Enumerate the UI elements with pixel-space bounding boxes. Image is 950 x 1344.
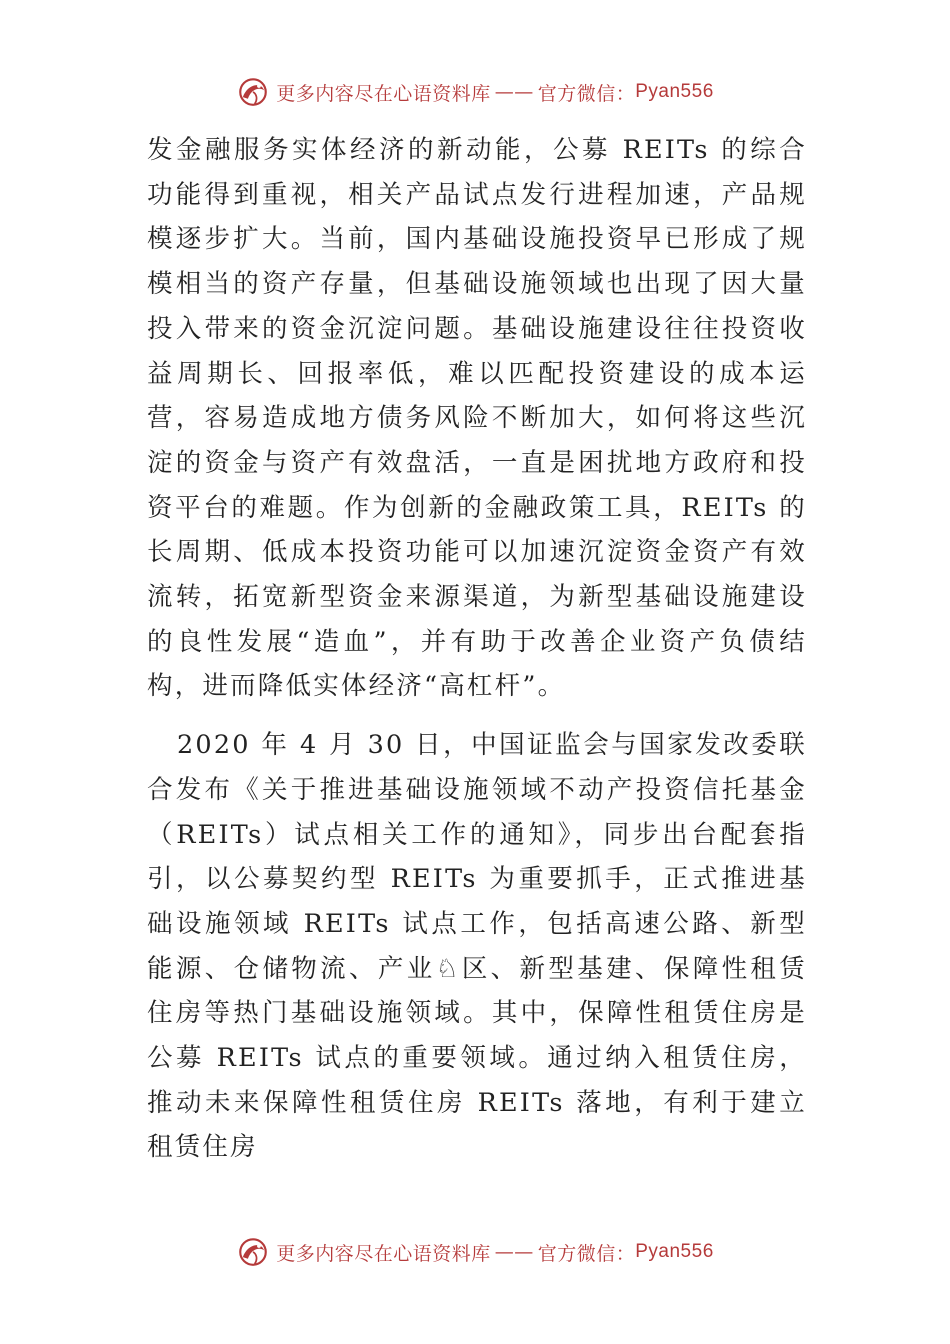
swirl-logo-icon — [236, 1235, 270, 1269]
paragraph-1: 发金融服务实体经济的新动能，公募 REITs 的综合功能得到重视，相关产品试点发行进程加速，产品规模逐步扩大。当前，国内基础设施投资早已形成了规模相当的资产存量，但基础设施领域也出现了因大量投入带来的资金沉淀问题。基础设施建设往往投资收益周期长、回报率低，难以匹配投资建设的成本运营，容易造成地方债务风险不断加大，如何将这些沉淀的资金与资产有效盘活，一直是困扰地方政府和投资平台的难题。作为创新的金融政策工具，REITs 的长周期、低成本投资功能可以加速沉淀资金资产有效流转，拓宽新型资金来源渠道，为新型基础设施建设的良性发展“造血”，并有助于改善企业资产负债结构，进而降低实体经济“高杠杆”。 — [147, 135, 807, 702]
footer-watermark — [0, 1232, 950, 1272]
swirl-logo-icon — [236, 75, 270, 109]
watermark-separator: —— — [494, 1241, 534, 1263]
watermark-separator: —— — [494, 81, 534, 103]
watermark-label: 官方微信： — [537, 1242, 636, 1265]
paragraph-2: 2020 年 4 月 30 日，中国证监会与国家发改委联合发布《关于推进基础设施领域不动产投资信托基金（REITs）试点相关工作的通知》，同步出台配套指引，以公募契约型 REITs 为重要抓手，正式推进基础设施领域 REITs 试点工作，包括高速公路、新型能源、仓储物流、产业♘区、新型基建、保障性租赁住房等热门基础设施领域。其中，保障性租赁住房是公募 REITs 试点的重要领域。通过纳入租赁住房，推动未来保障性租赁住房 REITs 落地，有利于建立租赁住房 — [147, 730, 807, 1163]
document-body — [147, 128, 807, 1170]
watermark-handle: Pyan556 — [635, 1241, 714, 1262]
header-watermark — [0, 72, 950, 112]
watermark-label: 官方微信： — [537, 82, 636, 105]
watermark-handle: Pyan556 — [635, 81, 714, 102]
watermark-text: 更多内容尽在心语资料库 — [276, 1242, 491, 1265]
watermark-text: 更多内容尽在心语资料库 — [276, 82, 491, 105]
